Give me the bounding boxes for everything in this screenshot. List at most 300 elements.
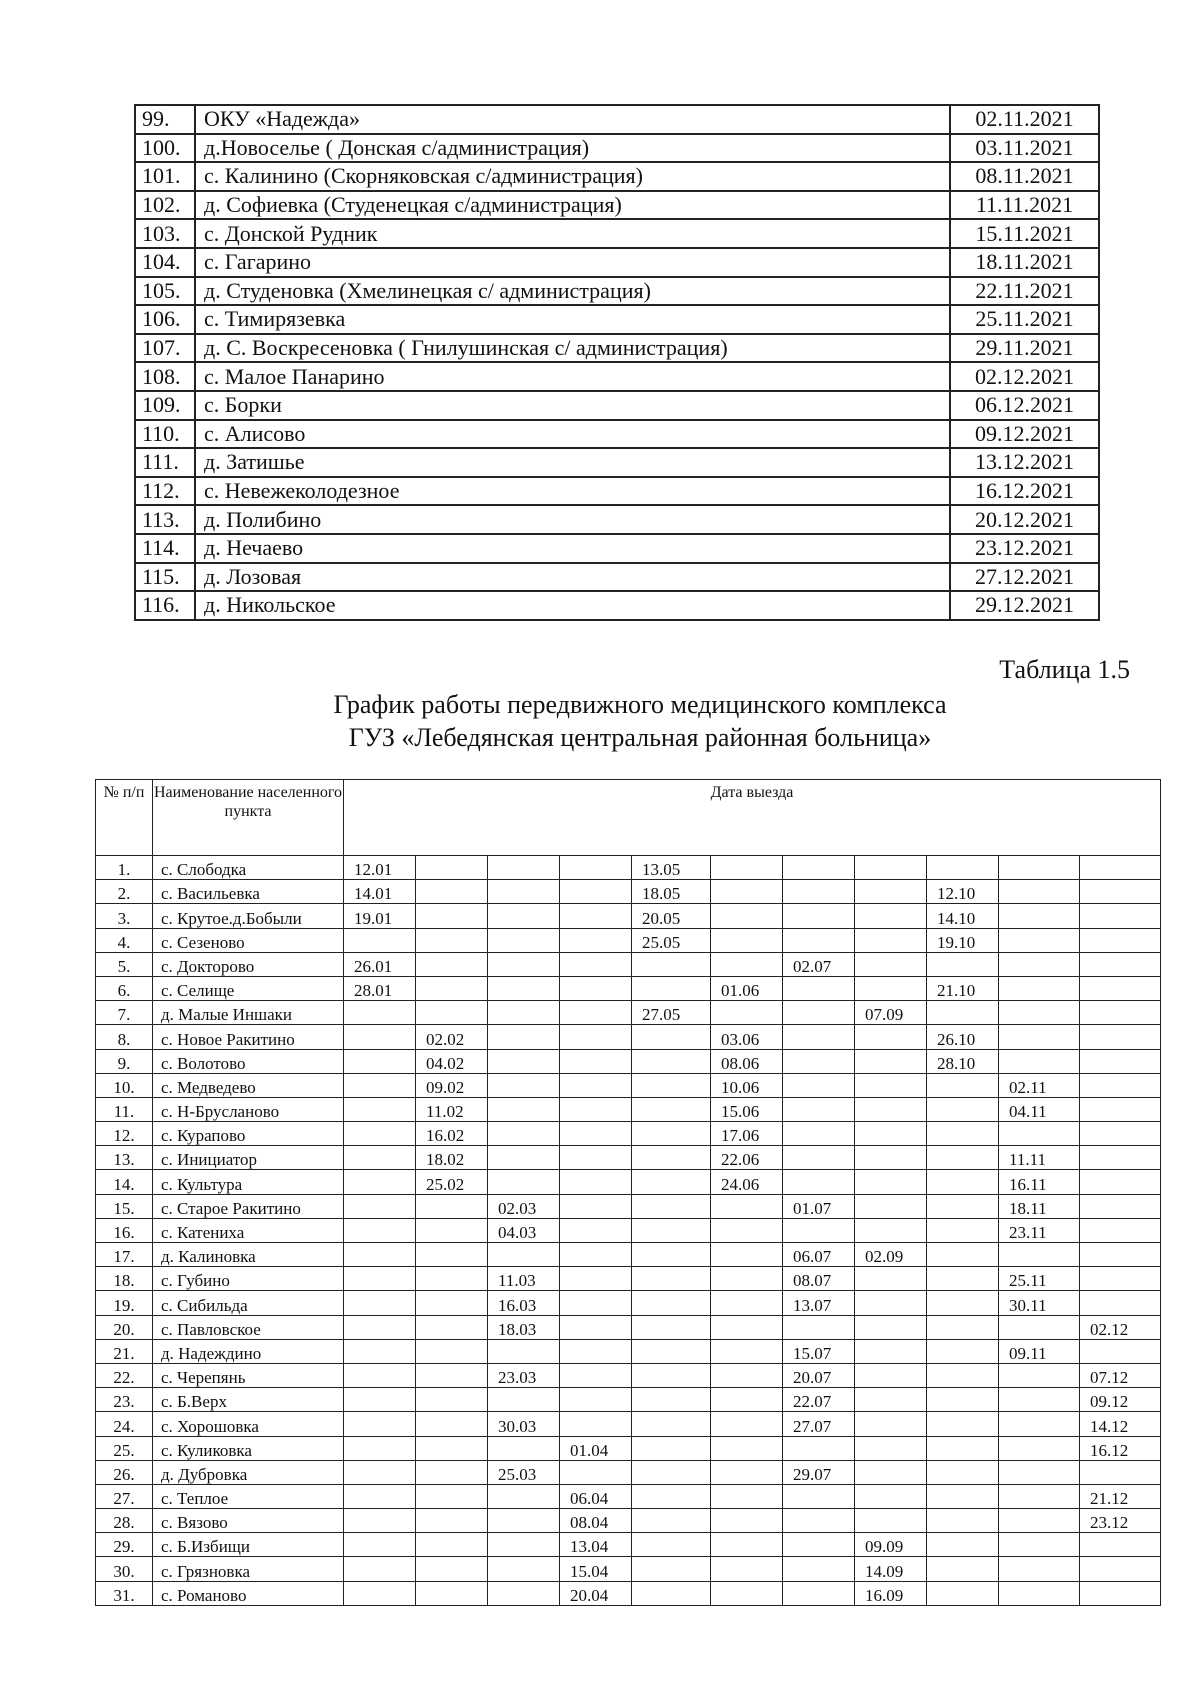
departure-date-cell: 04.11	[999, 1097, 1080, 1121]
departure-date-cell	[711, 1194, 783, 1218]
departure-date-cell: 10.06	[711, 1073, 783, 1097]
table-row	[135, 248, 1099, 277]
departure-date-cell	[783, 976, 855, 1000]
table-row	[135, 477, 1099, 506]
row-number: 29.	[96, 1533, 153, 1557]
departure-date-cell	[927, 1218, 999, 1242]
departure-date-cell: 13.04	[560, 1533, 632, 1557]
departure-date-cell	[999, 904, 1080, 928]
departure-date-cell	[632, 1146, 711, 1170]
table-row	[135, 391, 1099, 420]
departure-date-cell	[711, 1412, 783, 1436]
settlement-name: с. Хорошовка	[153, 1412, 344, 1436]
table-row	[96, 1339, 1161, 1363]
departure-date-cell	[560, 976, 632, 1000]
departure-date-cell	[999, 1315, 1080, 1339]
departure-date-cell: 27.05	[632, 1001, 711, 1025]
departure-date-cell	[560, 1460, 632, 1484]
settlement-name: с. Сезеново	[153, 928, 344, 952]
departure-date-cell	[927, 1146, 999, 1170]
departure-date-cell	[783, 1533, 855, 1557]
visit-date: 18.11.2021	[950, 248, 1099, 277]
table-row	[96, 1436, 1161, 1460]
departure-date-cell	[632, 1243, 711, 1267]
settlement-name: с. Сибильда	[153, 1291, 344, 1315]
table-row	[96, 880, 1161, 904]
departure-date-cell	[416, 1581, 488, 1605]
departure-date-cell: 02.09	[855, 1243, 927, 1267]
departure-date-cell	[783, 1557, 855, 1581]
departure-date-cell	[855, 1194, 927, 1218]
departure-date-cell	[560, 856, 632, 880]
table-row	[96, 904, 1161, 928]
departure-date-cell	[344, 1339, 416, 1363]
departure-date-cell	[488, 976, 560, 1000]
settlement-name: с. Катениха	[153, 1218, 344, 1242]
departure-date-cell: 12.01	[344, 856, 416, 880]
departure-date-cell	[855, 1509, 927, 1533]
departure-date-cell: 25.03	[488, 1460, 560, 1484]
departure-date-cell	[999, 1049, 1080, 1073]
departure-date-cell	[560, 1388, 632, 1412]
departure-date-cell	[711, 1509, 783, 1533]
row-number: 9.	[96, 1049, 153, 1073]
departure-date-cell	[632, 1267, 711, 1291]
departure-date-cell	[927, 1533, 999, 1557]
departure-date-cell	[488, 1146, 560, 1170]
table-row	[135, 105, 1099, 134]
departure-date-cell: 07.12	[1080, 1363, 1161, 1387]
table-row	[135, 162, 1099, 191]
departure-date-cell: 16.12	[1080, 1436, 1161, 1460]
departure-date-cell	[632, 1557, 711, 1581]
departure-date-cell	[416, 1460, 488, 1484]
departure-date-cell	[783, 1146, 855, 1170]
table-row	[135, 420, 1099, 449]
departure-date-cell: 09.11	[999, 1339, 1080, 1363]
departure-date-cell	[1080, 1073, 1161, 1097]
departure-date-cell	[560, 1170, 632, 1194]
settlement-name: с. Докторово	[153, 952, 344, 976]
settlement-name: с. Черепянь	[153, 1363, 344, 1387]
visit-date: 20.12.2021	[950, 505, 1099, 534]
departure-date-cell	[999, 1025, 1080, 1049]
departure-date-cell	[855, 1388, 927, 1412]
visit-date: 27.12.2021	[950, 563, 1099, 592]
departure-date-cell: 08.04	[560, 1509, 632, 1533]
departure-date-cell	[632, 976, 711, 1000]
departure-date-cell	[560, 1049, 632, 1073]
departure-date-cell	[999, 976, 1080, 1000]
departure-date-cell: 18.03	[488, 1315, 560, 1339]
departure-date-cell	[927, 1267, 999, 1291]
departure-date-cell	[1080, 1243, 1161, 1267]
departure-date-cell	[632, 1412, 711, 1436]
departure-date-cell: 15.06	[711, 1097, 783, 1121]
row-number: 110.	[135, 420, 195, 449]
departure-date-cell	[344, 1146, 416, 1170]
departure-date-cell: 01.06	[711, 976, 783, 1000]
settlement-name: с. Крутое.д.Бобыли	[153, 904, 344, 928]
departure-date-cell: 18.11	[999, 1194, 1080, 1218]
departure-date-cell	[999, 1557, 1080, 1581]
departure-date-cell	[632, 1049, 711, 1073]
departure-date-cell	[632, 1097, 711, 1121]
departure-date-cell: 22.07	[783, 1388, 855, 1412]
departure-date-cell: 08.07	[783, 1267, 855, 1291]
departure-date-cell	[560, 904, 632, 928]
departure-date-cell	[416, 1291, 488, 1315]
settlement-name: с. Культура	[153, 1170, 344, 1194]
settlement-name: с. Селище	[153, 976, 344, 1000]
settlement-name: с. Вязово	[153, 1509, 344, 1533]
departure-date-cell	[488, 1509, 560, 1533]
departure-date-cell: 14.10	[927, 904, 999, 928]
departure-date-cell	[560, 1097, 632, 1121]
departure-date-cell	[488, 1533, 560, 1557]
row-number: 116.	[135, 591, 195, 620]
departure-date-cell	[855, 1460, 927, 1484]
row-number: 6.	[96, 976, 153, 1000]
departure-date-cell	[927, 1484, 999, 1508]
departure-date-cell	[560, 928, 632, 952]
departure-date-cell: 18.05	[632, 880, 711, 904]
departure-date-cell: 23.12	[1080, 1509, 1161, 1533]
departure-date-cell	[927, 1388, 999, 1412]
visit-date: 02.11.2021	[950, 105, 1099, 134]
departure-date-cell	[416, 1509, 488, 1533]
departure-date-cell	[1080, 1097, 1161, 1121]
departure-date-cell	[416, 856, 488, 880]
departure-date-cell	[488, 1097, 560, 1121]
table-row	[96, 1533, 1161, 1557]
departure-date-cell	[855, 928, 927, 952]
settlement-name: д. Лозовая	[195, 563, 950, 592]
settlement-name: с. Б.Избищи	[153, 1533, 344, 1557]
visit-date: 22.11.2021	[950, 277, 1099, 306]
departure-date-cell	[711, 1436, 783, 1460]
settlement-name: с. Губино	[153, 1267, 344, 1291]
row-number: 11.	[96, 1097, 153, 1121]
departure-date-cell	[999, 1509, 1080, 1533]
departure-date-cell: 04.03	[488, 1218, 560, 1242]
settlement-name: с. Волотово	[153, 1049, 344, 1073]
table-row	[96, 1122, 1161, 1146]
departure-date-cell	[999, 1484, 1080, 1508]
departure-date-cell	[632, 1025, 711, 1049]
settlement-name: с. Алисово	[195, 420, 950, 449]
departure-date-cell	[927, 1363, 999, 1387]
departure-date-cell	[999, 1363, 1080, 1387]
mobile-clinic-schedule-table	[95, 779, 1161, 1606]
departure-date-cell: 09.12	[1080, 1388, 1161, 1412]
departure-date-cell: 22.06	[711, 1146, 783, 1170]
departure-date-cell	[711, 1267, 783, 1291]
departure-date-cell	[560, 1267, 632, 1291]
settlement-name: с. Новое Ракитино	[153, 1025, 344, 1049]
departure-date-cell	[711, 1388, 783, 1412]
departure-date-cell	[855, 1122, 927, 1146]
departure-date-cell	[488, 1122, 560, 1146]
departure-date-cell	[711, 1315, 783, 1339]
departure-date-cell	[927, 952, 999, 976]
settlement-name: с. Донской Рудник	[195, 219, 950, 248]
settlement-name: д. С. Воскресеновка ( Гнилушинская с/ администрация)	[195, 334, 950, 363]
departure-date-cell: 14.12	[1080, 1412, 1161, 1436]
table-row	[96, 1484, 1161, 1508]
departure-date-cell	[855, 952, 927, 976]
row-number: 21.	[96, 1339, 153, 1363]
table-row	[96, 1170, 1161, 1194]
table-row	[96, 1097, 1161, 1121]
departure-date-cell	[1080, 1267, 1161, 1291]
departure-date-cell: 28.10	[927, 1049, 999, 1073]
departure-date-cell	[344, 1412, 416, 1436]
departure-date-cell: 25.02	[416, 1170, 488, 1194]
departure-date-cell: 21.12	[1080, 1484, 1161, 1508]
departure-date-cell	[855, 1436, 927, 1460]
table-row	[135, 591, 1099, 620]
departure-date-cell	[783, 1581, 855, 1605]
departure-date-cell: 19.10	[927, 928, 999, 952]
departure-date-cell	[344, 1243, 416, 1267]
departure-date-cell: 06.07	[783, 1243, 855, 1267]
departure-date-cell	[999, 1412, 1080, 1436]
departure-date-cell	[416, 952, 488, 976]
departure-date-cell	[416, 1436, 488, 1460]
departure-date-cell	[927, 856, 999, 880]
departure-date-cell: 01.07	[783, 1194, 855, 1218]
departure-date-cell: 16.02	[416, 1122, 488, 1146]
departure-date-cell	[344, 1073, 416, 1097]
departure-date-cell: 20.05	[632, 904, 711, 928]
departure-date-cell	[488, 880, 560, 904]
settlement-name: с. Медведево	[153, 1073, 344, 1097]
departure-date-cell: 19.01	[344, 904, 416, 928]
departure-date-cell	[711, 1557, 783, 1581]
settlement-name: д. Малые Иншаки	[153, 1001, 344, 1025]
table-row	[135, 534, 1099, 563]
departure-date-cell	[783, 1073, 855, 1097]
departure-date-cell	[1080, 1049, 1161, 1073]
departure-date-cell	[855, 976, 927, 1000]
departure-date-cell	[1080, 1460, 1161, 1484]
table-row	[96, 1557, 1161, 1581]
row-number: 31.	[96, 1581, 153, 1605]
departure-date-cell	[416, 1315, 488, 1339]
departure-date-cell	[999, 1436, 1080, 1460]
departure-date-cell: 09.09	[855, 1533, 927, 1557]
departure-date-cell	[560, 1146, 632, 1170]
departure-date-cell	[1080, 952, 1161, 976]
table-row	[96, 1194, 1161, 1218]
row-number: 107.	[135, 334, 195, 363]
table-row	[135, 334, 1099, 363]
departure-date-cell	[927, 1581, 999, 1605]
row-number: 22.	[96, 1363, 153, 1387]
departure-date-cell: 27.07	[783, 1412, 855, 1436]
departure-date-cell	[488, 1436, 560, 1460]
departure-date-cell	[632, 1533, 711, 1557]
departure-date-cell	[927, 1194, 999, 1218]
departure-date-cell	[560, 1412, 632, 1436]
settlement-name: с. Васильевка	[153, 880, 344, 904]
row-number: 112.	[135, 477, 195, 506]
table-row	[96, 1001, 1161, 1025]
departure-date-cell	[416, 1243, 488, 1267]
departure-date-cell	[632, 1315, 711, 1339]
departure-date-cell	[855, 904, 927, 928]
visit-date: 25.11.2021	[950, 305, 1099, 334]
visit-date: 09.12.2021	[950, 420, 1099, 449]
settlement-name: с. Невежеколодезное	[195, 477, 950, 506]
departure-date-cell	[783, 1122, 855, 1146]
settlement-name: д. Никольское	[195, 591, 950, 620]
document-title-line-1: График работы передвижного медицинского комплекса	[333, 690, 947, 719]
row-number: 114.	[135, 534, 195, 563]
departure-date-cell: 13.07	[783, 1291, 855, 1315]
row-number: 115.	[135, 563, 195, 592]
table-row	[135, 563, 1099, 592]
departure-date-cell	[488, 1484, 560, 1508]
settlement-name: с. Тимирязевка	[195, 305, 950, 334]
departure-date-cell	[344, 1267, 416, 1291]
departure-date-cell	[711, 1363, 783, 1387]
departure-date-cell	[344, 1460, 416, 1484]
departure-date-cell	[488, 904, 560, 928]
departure-date-cell	[344, 1509, 416, 1533]
departure-date-cell	[344, 1557, 416, 1581]
table-row	[96, 1267, 1161, 1291]
departure-date-cell	[1080, 880, 1161, 904]
table-row	[96, 1146, 1161, 1170]
departure-date-cell	[783, 1315, 855, 1339]
departure-date-cell	[1080, 1557, 1161, 1581]
schedule-table-continued	[134, 104, 1100, 621]
departure-date-cell	[560, 1363, 632, 1387]
departure-date-cell	[416, 1484, 488, 1508]
departure-date-cell: 11.03	[488, 1267, 560, 1291]
departure-date-cell	[999, 1122, 1080, 1146]
departure-date-cell	[711, 1001, 783, 1025]
row-number: 3.	[96, 904, 153, 928]
departure-date-cell	[344, 1025, 416, 1049]
departure-date-cell	[711, 904, 783, 928]
departure-date-cell	[783, 1049, 855, 1073]
settlement-name: д.Новоселье ( Донская с/администрация)	[195, 134, 950, 163]
departure-date-cell	[632, 1073, 711, 1097]
departure-date-cell	[632, 1218, 711, 1242]
departure-date-cell	[855, 1049, 927, 1073]
departure-date-cell: 02.11	[999, 1073, 1080, 1097]
departure-date-cell	[855, 1291, 927, 1315]
table-row	[96, 1243, 1161, 1267]
row-number: 109.	[135, 391, 195, 420]
departure-date-cell	[488, 1001, 560, 1025]
departure-date-cell	[855, 1363, 927, 1387]
table-row	[96, 1049, 1161, 1073]
departure-date-cell	[344, 1122, 416, 1146]
visit-date: 29.12.2021	[950, 591, 1099, 620]
departure-date-cell	[344, 1049, 416, 1073]
departure-date-cell	[1080, 1122, 1161, 1146]
departure-date-cell	[1080, 1339, 1161, 1363]
document-title-line-2: ГУЗ «Лебедянская центральная районная больница»	[348, 723, 932, 752]
row-number: 4.	[96, 928, 153, 952]
settlement-name: с. Павловское	[153, 1315, 344, 1339]
departure-date-cell: 20.07	[783, 1363, 855, 1387]
row-number: 101.	[135, 162, 195, 191]
departure-date-cell	[416, 880, 488, 904]
table-row	[96, 1315, 1161, 1339]
departure-date-cell	[560, 1243, 632, 1267]
departure-date-cell	[999, 880, 1080, 904]
departure-date-cell	[416, 928, 488, 952]
departure-date-cell	[488, 1025, 560, 1049]
table-header-row	[96, 780, 1161, 856]
settlement-name: с. Слободка	[153, 856, 344, 880]
visit-date: 06.12.2021	[950, 391, 1099, 420]
departure-date-cell	[927, 1097, 999, 1121]
departure-date-cell	[855, 1315, 927, 1339]
departure-date-cell	[927, 1122, 999, 1146]
departure-date-cell	[927, 1339, 999, 1363]
departure-date-cell	[783, 1509, 855, 1533]
departure-date-cell	[927, 1291, 999, 1315]
departure-date-cell	[632, 952, 711, 976]
table-row	[96, 952, 1161, 976]
departure-date-cell: 15.04	[560, 1557, 632, 1581]
departure-date-cell: 21.10	[927, 976, 999, 1000]
departure-date-cell	[416, 1363, 488, 1387]
table-row	[135, 305, 1099, 334]
departure-date-cell: 02.02	[416, 1025, 488, 1049]
row-number: 16.	[96, 1218, 153, 1242]
departure-date-cell	[416, 976, 488, 1000]
departure-date-cell	[560, 1122, 632, 1146]
departure-date-cell: 16.03	[488, 1291, 560, 1315]
settlement-name: с. Романово	[153, 1581, 344, 1605]
departure-date-cell	[999, 1460, 1080, 1484]
departure-date-cell: 30.11	[999, 1291, 1080, 1315]
departure-date-cell	[783, 1484, 855, 1508]
departure-date-cell	[783, 856, 855, 880]
departure-date-cell	[1080, 904, 1161, 928]
visit-date: 23.12.2021	[950, 534, 1099, 563]
departure-date-cell: 11.11	[999, 1146, 1080, 1170]
departure-date-cell	[632, 1484, 711, 1508]
departure-date-cell: 13.05	[632, 856, 711, 880]
departure-date-cell	[855, 1073, 927, 1097]
settlement-name: д. Нечаево	[195, 534, 950, 563]
settlement-name: д. Софиевка (Студенецкая с/администрация)	[195, 191, 950, 220]
departure-date-cell	[488, 1388, 560, 1412]
departure-date-cell	[488, 928, 560, 952]
departure-date-cell	[344, 1484, 416, 1508]
row-number: 102.	[135, 191, 195, 220]
departure-date-cell	[632, 1436, 711, 1460]
departure-date-cell: 01.04	[560, 1436, 632, 1460]
row-number: 7.	[96, 1001, 153, 1025]
visit-date: 08.11.2021	[950, 162, 1099, 191]
departure-date-cell	[927, 1001, 999, 1025]
row-number: 111.	[135, 448, 195, 477]
departure-date-cell	[344, 1436, 416, 1460]
table-row	[135, 362, 1099, 391]
departure-date-cell	[783, 1025, 855, 1049]
settlement-name: с. Малое Панарино	[195, 362, 950, 391]
departure-date-cell	[1080, 1001, 1161, 1025]
